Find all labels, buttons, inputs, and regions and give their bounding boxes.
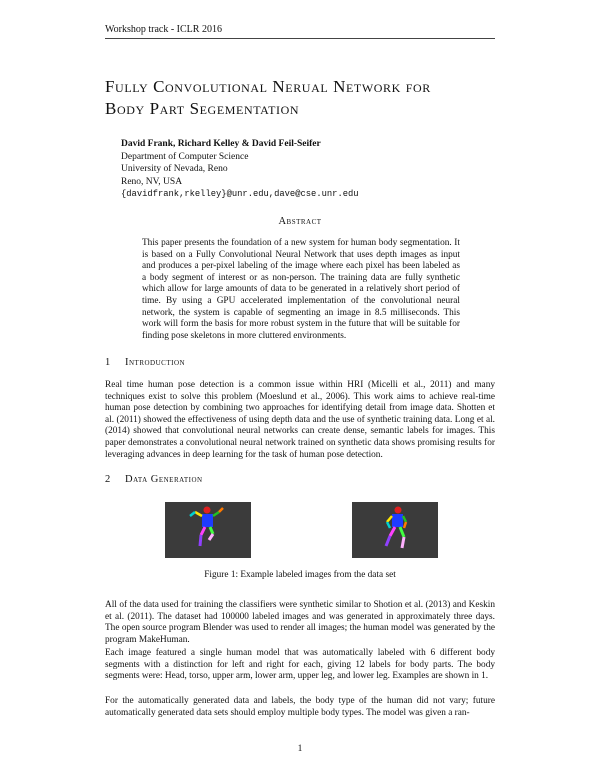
figure-1-caption: Figure 1: Example labeled images from the data set	[204, 570, 396, 580]
title-line-2: Body Part Segementation	[105, 99, 300, 118]
section-1-title: Introduction	[125, 357, 186, 368]
section-1-paragraph-1: Real time human pose detection is a common issue within HRI (Micelli et al., 2011) and many techniques exist to solve this problem (Moeslund et al., 2006). This work aims to achieve real-time human pose detection by combining two approaches for identifying detail from image data. Shotten et al. (2011) showed the effectiveness of using depth data and the use of synthetic training data. Long et al. (2014) showed that convolutional neural networks can create dense, semantic labels for images. This paper demonstrates a convolutional neural network trained on synthetic data shows promising results for leveraging advances in deep learning for the task of human pose detection.	[105, 380, 495, 460]
author-dept: Department of Computer Science	[121, 151, 249, 162]
labeled-body-figure-right	[352, 502, 438, 558]
page-number: 1	[297, 744, 303, 754]
section-2-title: Data Generation	[125, 474, 203, 485]
section-2-paragraph-1: All of the data used for training the classifiers were synthetic similar to Shotion et al. (2013) and Keskin et al. (2011). The dataset had 100000 labeled images and was generated in approximately three days. The open source program Blender was used to render all images; the human model was generated by the program MakeHuman.	[105, 600, 495, 645]
section-1-number: 1	[105, 357, 111, 368]
labeled-body-figure-left	[165, 502, 251, 558]
section-2-heading	[105, 474, 203, 485]
abstract-heading: Abstract	[278, 216, 322, 227]
running-header: Workshop track - ICLR 2016	[105, 24, 222, 35]
author-univ: University of Nevada, Reno	[121, 164, 228, 174]
author-emails: {davidfrank,rkelley}@unr.edu,dave@cse.unr.edu	[121, 189, 359, 199]
figure-image-right	[352, 502, 438, 558]
section-2-number: 2	[105, 474, 111, 485]
author-block	[121, 138, 359, 201]
section-2-paragraph-2: Each image featured a single human model that was automatically labeled with 6 different body segments with a distinction for left and right for each, giving 12 labels for body parts. The body segments were: Head, torso, upper arm, lower arm, upper leg, and lower leg. Examples are shown in 1.	[105, 648, 495, 682]
author-names: David Frank, Richard Kelley & David Feil-Seifer	[121, 139, 321, 149]
section-1-heading	[105, 357, 185, 368]
abstract-text: This paper presents the foundation of a new system for human body segmentation. It is based on a Fully Convolutional Neural Network that uses depth images as input and produces a per-pixel labeling of the image where each pixel has been labeled as a body segment of interest or as non-person. The training data are fully synthetic which allow for large amounts of data to be generated in a relatively short period of time. By using a GPU accelerated implementation of the convolutional neural network, the system is capable of segmenting an image in 8.5 milliseconds. This work will form the basis for more robust system in the future that will be suitable for finding pose skeletons in more cluttered environments.	[142, 238, 460, 341]
author-city: Reno, NV, USA	[121, 176, 183, 187]
figure-image-left	[165, 502, 251, 558]
header-rule	[105, 38, 495, 39]
title-line-1: Fully Convolutional Nerual Network for	[105, 77, 431, 96]
paper-title	[105, 76, 500, 120]
section-2-paragraph-3: For the automatically generated data and labels, the body type of the human did not vary; future automatically generated data sets should employ multiple body types. The model was given a ran-	[105, 696, 495, 718]
